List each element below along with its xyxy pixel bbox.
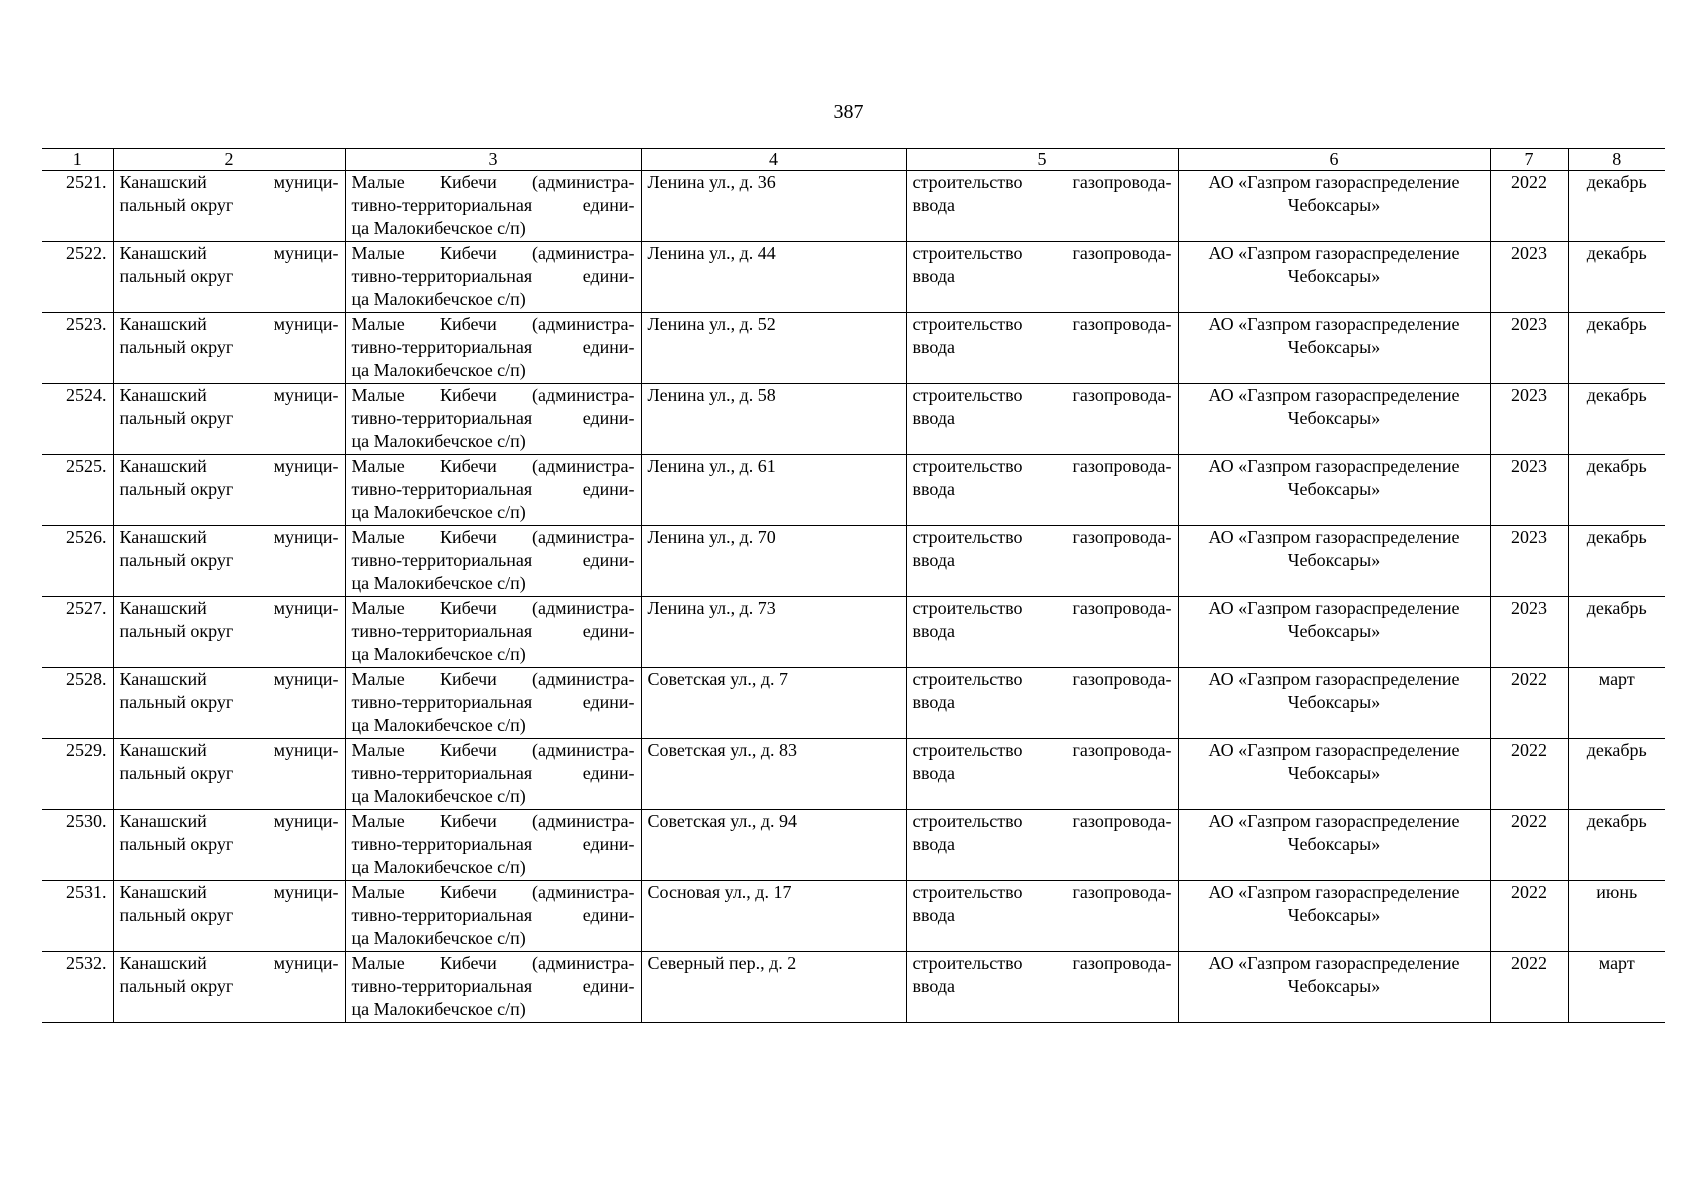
cell-text-work1: строительство газопровода- — [912, 740, 1172, 760]
cell-text-place3: ца Малокибечское с/п) — [351, 999, 526, 1019]
cell-text-place2: тивно-территориальная едини- — [351, 834, 635, 854]
cell-text-year: 2023 — [1511, 385, 1547, 405]
municipality-cell — [113, 171, 345, 242]
table-row — [42, 242, 1665, 313]
cell-text-year: 2022 — [1511, 172, 1547, 192]
cell-text-address: Советская ул., д. 7 — [647, 669, 789, 689]
cell-text-org1: Канашский муници- — [119, 598, 339, 618]
work-type-cell — [906, 739, 1178, 810]
cell-text-work2: ввода — [912, 621, 956, 641]
cell-text-place2: тивно-территориальная едини- — [351, 479, 635, 499]
cell-text-place3: ца Малокибечское с/п) — [351, 857, 526, 877]
municipality-cell — [113, 739, 345, 810]
cell-text-year: 2023 — [1511, 314, 1547, 334]
cell-text-company1: АО «Газпром газораспределение — [1208, 882, 1460, 902]
work-type-cell — [906, 455, 1178, 526]
cell-text-num: 2531. — [66, 882, 107, 902]
company-cell — [1178, 384, 1490, 455]
cell-text-month: декабрь — [1586, 243, 1647, 263]
cell-text-work2: ввода — [912, 337, 956, 357]
cell-text-org1: Канашский муници- — [119, 314, 339, 334]
cell-text-company2: Чебоксары» — [1287, 905, 1381, 925]
company-cell — [1178, 597, 1490, 668]
cell-text-place2: тивно-территориальная едини- — [351, 621, 635, 641]
cell-text-work1: строительство газопровода- — [912, 314, 1172, 334]
cell-text-org1: Канашский муници- — [119, 953, 339, 973]
cell-text-company2: Чебоксары» — [1287, 834, 1381, 854]
settlement-cell — [345, 810, 641, 881]
cell-text-org1: Канашский муници- — [119, 811, 339, 831]
table-row — [42, 171, 1665, 242]
month-cell — [1568, 171, 1665, 242]
year-cell — [1490, 668, 1568, 739]
cell-text-company1: АО «Газпром газораспределение — [1208, 385, 1460, 405]
cell-text-address: Ленина ул., д. 73 — [647, 598, 776, 618]
settlement-cell — [345, 739, 641, 810]
cell-text-work2: ввода — [912, 408, 956, 428]
address-cell — [641, 881, 906, 952]
cell-text-work2: ввода — [912, 195, 956, 215]
cell-text-company1: АО «Газпром газораспределение — [1208, 172, 1460, 192]
cell-text-work1: строительство газопровода- — [912, 243, 1172, 263]
column-header: 2 — [113, 149, 345, 171]
municipality-cell — [113, 313, 345, 384]
cell-text-org2: пальный округ — [119, 408, 234, 428]
row-number — [42, 739, 113, 810]
cell-text-year: 2023 — [1511, 243, 1547, 263]
year-cell — [1490, 313, 1568, 384]
cell-text-num: 2523. — [66, 314, 107, 334]
row-number — [42, 952, 113, 1023]
row-number — [42, 242, 113, 313]
cell-text-org2: пальный округ — [119, 195, 234, 215]
company-cell — [1178, 526, 1490, 597]
cell-text-address: Советская ул., д. 83 — [647, 740, 798, 760]
cell-text-work2: ввода — [912, 905, 956, 925]
cell-text-work2: ввода — [912, 266, 956, 286]
column-header: 8 — [1568, 149, 1665, 171]
year-cell — [1490, 739, 1568, 810]
cell-text-company1: АО «Газпром газораспределение — [1208, 740, 1460, 760]
cell-text-place3: ца Малокибечское с/п) — [351, 715, 526, 735]
company-cell — [1178, 739, 1490, 810]
cell-text-year: 2023 — [1511, 598, 1547, 618]
table-header-row — [42, 149, 1665, 171]
cell-text-address: Ленина ул., д. 58 — [647, 385, 776, 405]
cell-text-month: декабрь — [1586, 314, 1647, 334]
cell-text-org1: Канашский муници- — [119, 172, 339, 192]
settlement-cell — [345, 597, 641, 668]
row-number — [42, 881, 113, 952]
gas-pipeline-table — [42, 148, 1665, 1023]
cell-text-place1: Малые Кибечи (администра- — [351, 740, 635, 760]
municipality-cell — [113, 384, 345, 455]
company-cell — [1178, 881, 1490, 952]
cell-text-month: декабрь — [1586, 385, 1647, 405]
cell-text-month: декабрь — [1586, 527, 1647, 547]
cell-text-place2: тивно-территориальная едини- — [351, 976, 635, 996]
table-row — [42, 597, 1665, 668]
cell-text-year: 2022 — [1511, 882, 1547, 902]
cell-text-org2: пальный округ — [119, 692, 234, 712]
month-cell — [1568, 526, 1665, 597]
cell-text-org1: Канашский муници- — [119, 456, 339, 476]
cell-text-month: март — [1598, 669, 1635, 689]
cell-text-address: Ленина ул., д. 44 — [647, 243, 776, 263]
cell-text-org1: Канашский муници- — [119, 669, 339, 689]
year-cell — [1490, 455, 1568, 526]
address-cell — [641, 597, 906, 668]
column-header: 7 — [1490, 149, 1568, 171]
municipality-cell — [113, 242, 345, 313]
year-cell — [1490, 384, 1568, 455]
month-cell — [1568, 455, 1665, 526]
cell-text-work1: строительство газопровода- — [912, 456, 1172, 476]
cell-text-num: 2521. — [66, 172, 107, 192]
year-cell — [1490, 881, 1568, 952]
month-cell — [1568, 810, 1665, 881]
cell-text-company1: АО «Газпром газораспределение — [1208, 598, 1460, 618]
cell-text-place2: тивно-территориальная едини- — [351, 337, 635, 357]
month-cell — [1568, 384, 1665, 455]
month-cell — [1568, 739, 1665, 810]
municipality-cell — [113, 526, 345, 597]
cell-text-year: 2023 — [1511, 527, 1547, 547]
cell-text-address: Ленина ул., д. 61 — [647, 456, 776, 476]
cell-text-company2: Чебоксары» — [1287, 479, 1381, 499]
cell-text-work2: ввода — [912, 550, 956, 570]
column-header: 3 — [345, 149, 641, 171]
cell-text-org1: Канашский муници- — [119, 740, 339, 760]
year-cell — [1490, 242, 1568, 313]
cell-text-work2: ввода — [912, 479, 956, 499]
cell-text-place1: Малые Кибечи (администра- — [351, 527, 635, 547]
cell-text-place1: Малые Кибечи (администра- — [351, 385, 635, 405]
row-number — [42, 810, 113, 881]
company-cell — [1178, 171, 1490, 242]
cell-text-month: декабрь — [1586, 740, 1647, 760]
settlement-cell — [345, 881, 641, 952]
settlement-cell — [345, 455, 641, 526]
cell-text-place3: ца Малокибечское с/п) — [351, 289, 526, 309]
cell-text-work1: строительство газопровода- — [912, 172, 1172, 192]
cell-text-work1: строительство газопровода- — [912, 953, 1172, 973]
year-cell — [1490, 526, 1568, 597]
cell-text-work2: ввода — [912, 976, 956, 996]
row-number — [42, 384, 113, 455]
settlement-cell — [345, 952, 641, 1023]
cell-text-company2: Чебоксары» — [1287, 976, 1381, 996]
cell-text-year: 2022 — [1511, 669, 1547, 689]
page-number: 387 — [833, 101, 864, 123]
cell-text-company1: АО «Газпром газораспределение — [1208, 669, 1460, 689]
cell-text-place1: Малые Кибечи (администра- — [351, 811, 635, 831]
cell-text-org2: пальный округ — [119, 266, 234, 286]
year-cell — [1490, 810, 1568, 881]
table-row — [42, 881, 1665, 952]
year-cell — [1490, 952, 1568, 1023]
cell-text-num: 2522. — [66, 243, 107, 263]
work-type-cell — [906, 810, 1178, 881]
cell-text-month: июнь — [1596, 882, 1638, 902]
cell-text-place3: ца Малокибечское с/п) — [351, 644, 526, 664]
work-type-cell — [906, 597, 1178, 668]
cell-text-org2: пальный округ — [119, 550, 234, 570]
cell-text-work1: строительство газопровода- — [912, 669, 1172, 689]
cell-text-place3: ца Малокибечское с/п) — [351, 928, 526, 948]
month-cell — [1568, 881, 1665, 952]
cell-text-place2: тивно-территориальная едини- — [351, 692, 635, 712]
cell-text-place1: Малые Кибечи (администра- — [351, 456, 635, 476]
cell-text-company1: АО «Газпром газораспределение — [1208, 243, 1460, 263]
cell-text-place1: Малые Кибечи (администра- — [351, 243, 635, 263]
address-cell — [641, 171, 906, 242]
address-cell — [641, 668, 906, 739]
cell-text-address: Ленина ул., д. 52 — [647, 314, 776, 334]
column-header: 5 — [906, 149, 1178, 171]
row-number — [42, 455, 113, 526]
cell-text-company1: АО «Газпром газораспределение — [1208, 953, 1460, 973]
company-cell — [1178, 810, 1490, 881]
cell-text-year: 2022 — [1511, 740, 1547, 760]
cell-text-num: 2532. — [66, 953, 107, 973]
cell-text-place2: тивно-территориальная едини- — [351, 905, 635, 925]
company-cell — [1178, 313, 1490, 384]
company-cell — [1178, 455, 1490, 526]
work-type-cell — [906, 526, 1178, 597]
work-type-cell — [906, 313, 1178, 384]
cell-text-org1: Канашский муници- — [119, 527, 339, 547]
cell-text-place2: тивно-территориальная едини- — [351, 195, 635, 215]
cell-text-address: Ленина ул., д. 36 — [647, 172, 776, 192]
settlement-cell — [345, 384, 641, 455]
cell-text-company2: Чебоксары» — [1287, 550, 1381, 570]
settlement-cell — [345, 526, 641, 597]
cell-text-company1: АО «Газпром газораспределение — [1208, 456, 1460, 476]
month-cell — [1568, 952, 1665, 1023]
cell-text-month: декабрь — [1586, 172, 1647, 192]
cell-text-year: 2022 — [1511, 811, 1547, 831]
table-row — [42, 739, 1665, 810]
cell-text-org2: пальный округ — [119, 763, 234, 783]
cell-text-place1: Малые Кибечи (администра- — [351, 669, 635, 689]
municipality-cell — [113, 881, 345, 952]
settlement-cell — [345, 242, 641, 313]
cell-text-place2: тивно-территориальная едини- — [351, 266, 635, 286]
company-cell — [1178, 668, 1490, 739]
address-cell — [641, 739, 906, 810]
cell-text-company2: Чебоксары» — [1287, 337, 1381, 357]
cell-text-place2: тивно-территориальная едини- — [351, 763, 635, 783]
settlement-cell — [345, 171, 641, 242]
address-cell — [641, 384, 906, 455]
company-cell — [1178, 952, 1490, 1023]
cell-text-org2: пальный округ — [119, 621, 234, 641]
cell-text-num: 2528. — [66, 669, 107, 689]
municipality-cell — [113, 952, 345, 1023]
cell-text-num: 2530. — [66, 811, 107, 831]
table-row — [42, 455, 1665, 526]
address-cell — [641, 242, 906, 313]
cell-text-place3: ца Малокибечское с/п) — [351, 431, 526, 451]
cell-text-company1: АО «Газпром газораспределение — [1208, 314, 1460, 334]
cell-text-company2: Чебоксары» — [1287, 763, 1381, 783]
cell-text-work1: строительство газопровода- — [912, 811, 1172, 831]
month-cell — [1568, 242, 1665, 313]
table-row — [42, 952, 1665, 1023]
work-type-cell — [906, 384, 1178, 455]
cell-text-place1: Малые Кибечи (администра- — [351, 314, 635, 334]
municipality-cell — [113, 597, 345, 668]
settlement-cell — [345, 668, 641, 739]
cell-text-company1: АО «Газпром газораспределение — [1208, 527, 1460, 547]
address-cell — [641, 952, 906, 1023]
cell-text-place1: Малые Кибечи (администра- — [351, 953, 635, 973]
cell-text-company2: Чебоксары» — [1287, 408, 1381, 428]
cell-text-place3: ца Малокибечское с/п) — [351, 786, 526, 806]
cell-text-org1: Канашский муници- — [119, 882, 339, 902]
cell-text-place1: Малые Кибечи (администра- — [351, 172, 635, 192]
settlement-cell — [345, 313, 641, 384]
cell-text-place3: ца Малокибечское с/п) — [351, 502, 526, 522]
row-number — [42, 597, 113, 668]
cell-text-work1: строительство газопровода- — [912, 527, 1172, 547]
cell-text-company2: Чебоксары» — [1287, 621, 1381, 641]
cell-text-place3: ца Малокибечское с/п) — [351, 573, 526, 593]
municipality-cell — [113, 810, 345, 881]
address-cell — [641, 313, 906, 384]
row-number — [42, 526, 113, 597]
table-row — [42, 668, 1665, 739]
cell-text-month: декабрь — [1586, 598, 1647, 618]
cell-text-org2: пальный округ — [119, 976, 234, 996]
cell-text-company1: АО «Газпром газораспределение — [1208, 811, 1460, 831]
cell-text-company2: Чебоксары» — [1287, 195, 1381, 215]
cell-text-year: 2023 — [1511, 456, 1547, 476]
cell-text-num: 2527. — [66, 598, 107, 618]
cell-text-org2: пальный округ — [119, 905, 234, 925]
address-cell — [641, 455, 906, 526]
column-header: 1 — [42, 149, 113, 171]
row-number — [42, 313, 113, 384]
company-cell — [1178, 242, 1490, 313]
cell-text-num: 2529. — [66, 740, 107, 760]
cell-text-num: 2526. — [66, 527, 107, 547]
cell-text-year: 2022 — [1511, 953, 1547, 973]
cell-text-address: Ленина ул., д. 70 — [647, 527, 776, 547]
work-type-cell — [906, 881, 1178, 952]
cell-text-org1: Канашский муници- — [119, 243, 339, 263]
cell-text-address: Северный пер., д. 2 — [647, 953, 797, 973]
cell-text-place3: ца Малокибечское с/п) — [351, 360, 526, 380]
municipality-cell — [113, 455, 345, 526]
cell-text-place1: Малые Кибечи (администра- — [351, 598, 635, 618]
cell-text-place3: ца Малокибечское с/п) — [351, 218, 526, 238]
cell-text-place2: тивно-территориальная едини- — [351, 550, 635, 570]
address-cell — [641, 526, 906, 597]
work-type-cell — [906, 668, 1178, 739]
year-cell — [1490, 171, 1568, 242]
work-type-cell — [906, 952, 1178, 1023]
cell-text-month: март — [1598, 953, 1635, 973]
cell-text-work1: строительство газопровода- — [912, 598, 1172, 618]
table-row — [42, 526, 1665, 597]
cell-text-work2: ввода — [912, 834, 956, 854]
table-row — [42, 810, 1665, 881]
month-cell — [1568, 313, 1665, 384]
cell-text-work2: ввода — [912, 763, 956, 783]
cell-text-place2: тивно-территориальная едини- — [351, 408, 635, 428]
table-row — [42, 313, 1665, 384]
cell-text-work2: ввода — [912, 692, 956, 712]
table-row — [42, 384, 1665, 455]
column-header: 6 — [1178, 149, 1490, 171]
cell-text-month: декабрь — [1586, 811, 1647, 831]
work-type-cell — [906, 171, 1178, 242]
cell-text-org2: пальный округ — [119, 834, 234, 854]
municipality-cell — [113, 668, 345, 739]
year-cell — [1490, 597, 1568, 668]
cell-text-org1: Канашский муници- — [119, 385, 339, 405]
cell-text-address: Советская ул., д. 94 — [647, 811, 798, 831]
row-number — [42, 668, 113, 739]
cell-text-place1: Малые Кибечи (администра- — [351, 882, 635, 902]
cell-text-num: 2524. — [66, 385, 107, 405]
cell-text-company2: Чебоксары» — [1287, 266, 1381, 286]
cell-text-org2: пальный округ — [119, 479, 234, 499]
column-header: 4 — [641, 149, 906, 171]
cell-text-num: 2525. — [66, 456, 107, 476]
month-cell — [1568, 597, 1665, 668]
address-cell — [641, 810, 906, 881]
cell-text-company2: Чебоксары» — [1287, 692, 1381, 712]
row-number — [42, 171, 113, 242]
cell-text-month: декабрь — [1586, 456, 1647, 476]
cell-text-work1: строительство газопровода- — [912, 882, 1172, 902]
work-type-cell — [906, 242, 1178, 313]
cell-text-org2: пальный округ — [119, 337, 234, 357]
month-cell — [1568, 668, 1665, 739]
cell-text-address: Сосновая ул., д. 17 — [647, 882, 792, 902]
cell-text-work1: строительство газопровода- — [912, 385, 1172, 405]
